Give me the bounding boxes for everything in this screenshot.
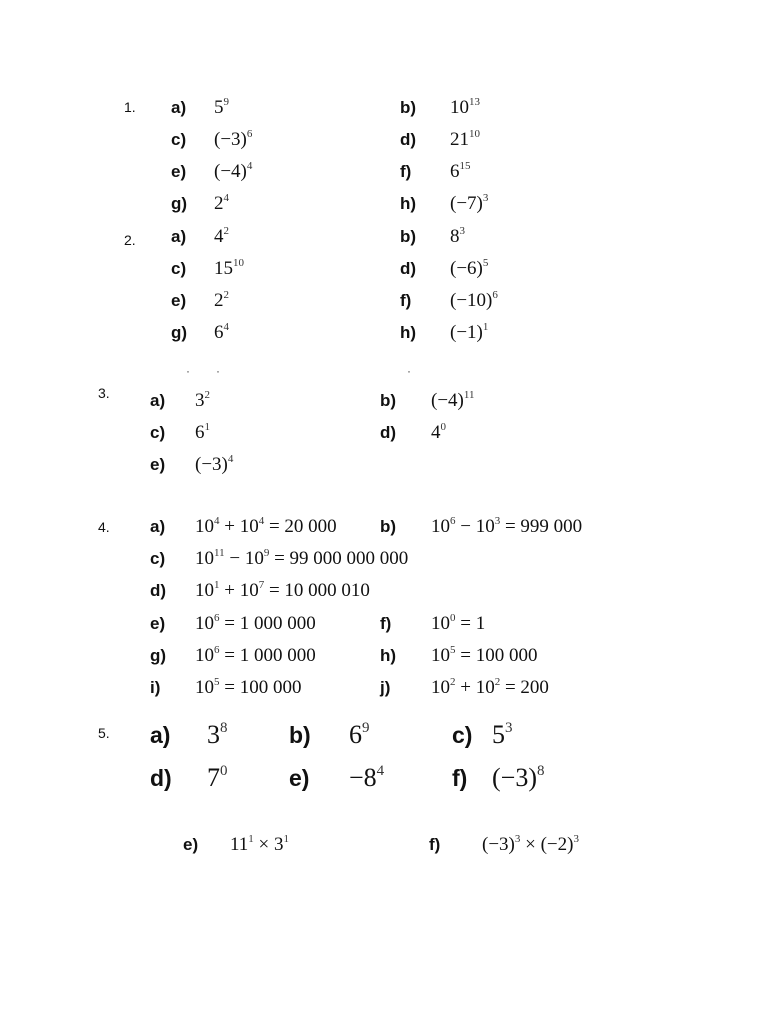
extra-item-f — [429, 833, 649, 859]
item-label: d) — [150, 765, 172, 791]
power-expression: $10^{13}$ — [450, 96, 480, 118]
item-label: f) — [380, 614, 392, 633]
item-label: e) — [150, 455, 166, 474]
power-expression: $7^0$ — [207, 763, 228, 792]
equation: $10^4 + 10^4 = 20$ 000 — [195, 515, 337, 537]
power-expression: $4^0$ — [431, 421, 446, 443]
p2-item-e — [171, 289, 371, 315]
p5-item-d — [150, 761, 280, 797]
p3-item-b — [380, 389, 580, 415]
power-expression: $(-7)^3$ — [450, 192, 489, 214]
equation: $10^6 = 1$ 000 000 — [195, 644, 316, 666]
power-expression: $6^4$ — [214, 321, 229, 343]
p4-item-b — [380, 515, 630, 541]
problem-number-2: 2. — [124, 232, 136, 248]
power-expression: $(-1)^1$ — [450, 321, 489, 343]
p1-item-h — [400, 192, 600, 218]
power-expression: $6^1$ — [195, 421, 210, 443]
item-label: f) — [400, 291, 412, 310]
power-expression: $21^{10}$ — [450, 128, 480, 150]
item-label: a) — [150, 722, 171, 748]
item-label: c) — [452, 722, 473, 748]
equation: $10^1 + 10^7 = 10$ 000 010 — [195, 579, 370, 601]
power-expression: $8^3$ — [450, 225, 465, 247]
item-label: h) — [400, 323, 417, 342]
p4-item-h — [380, 644, 580, 670]
p4-item-f — [380, 612, 580, 638]
p1-item-e — [171, 160, 371, 186]
p2-item-g — [171, 321, 371, 347]
power-expression: $(-3)^4$ — [195, 453, 234, 475]
power-expression: $(-4)^4$ — [214, 160, 253, 182]
p1-item-f — [400, 160, 600, 186]
equation: $10^2 + 10^2 = 200$ — [431, 676, 549, 698]
p2-item-c — [171, 257, 371, 283]
item-label: a) — [171, 227, 187, 246]
p4-item-i — [150, 676, 370, 702]
equation: $10^6 - 10^3 = 999$ 000 — [431, 515, 583, 537]
item-label: e) — [150, 614, 166, 633]
power-expression: $(-4)^{11}$ — [431, 389, 475, 411]
item-label: c) — [171, 130, 187, 149]
item-label: f) — [452, 765, 468, 791]
power-expression: $2^2$ — [214, 289, 229, 311]
p2-item-b — [400, 225, 600, 251]
equation: $10^5 = 100$ 000 — [195, 676, 302, 698]
item-label: e) — [289, 765, 310, 791]
p1-item-b — [400, 96, 600, 122]
item-label: b) — [400, 98, 417, 117]
power-expression: $6^9$ — [349, 720, 370, 749]
item-label: g) — [171, 194, 188, 213]
problem-number-3: 3. — [98, 385, 110, 401]
equation: $10^5 = 100$ 000 — [431, 644, 538, 666]
item-label: h) — [380, 646, 397, 665]
p1-item-a — [171, 96, 371, 122]
item-label: j) — [380, 678, 391, 697]
item-label: b) — [380, 391, 397, 410]
item-label: g) — [171, 323, 188, 342]
product-expression: $11^1 \times 3^1$ — [230, 833, 290, 855]
p1-item-d — [400, 128, 600, 154]
problem-number-4: 4. — [98, 519, 110, 535]
cropped-line-mark: · — [216, 364, 220, 378]
item-label: d) — [400, 130, 417, 149]
power-expression: $3^8$ — [207, 720, 228, 749]
p2-item-d — [400, 257, 600, 283]
item-label: a) — [150, 517, 166, 536]
p2-item-h — [400, 321, 600, 347]
p4-item-e — [150, 612, 370, 638]
p4-item-a — [150, 515, 380, 541]
power-expression: $15^{10}$ — [214, 257, 244, 279]
p3-item-c — [150, 421, 350, 447]
item-label: e) — [171, 291, 187, 310]
p4-item-j — [380, 676, 600, 702]
item-label: a) — [150, 391, 166, 410]
p1-item-g — [171, 192, 371, 218]
power-expression: $(-3)^6$ — [214, 128, 253, 150]
p3-item-e — [150, 453, 350, 479]
problem-number-1: 1. — [124, 99, 136, 115]
power-expression: $5^9$ — [214, 96, 229, 118]
power-expression: $2^4$ — [214, 192, 229, 214]
p5-item-e — [289, 761, 419, 797]
power-expression: $(-3)^8$ — [492, 763, 545, 792]
item-label: c) — [171, 259, 187, 278]
equation: $10^0 = 1$ — [431, 612, 486, 634]
p5-item-f — [452, 761, 602, 797]
power-expression: $6^{15}$ — [450, 160, 471, 182]
p2-item-f — [400, 289, 600, 315]
p4-item-d — [150, 579, 450, 605]
power-expression: $4^2$ — [214, 225, 229, 247]
power-expression: $-8^4$ — [349, 763, 385, 792]
equation: $10^6 = 1$ 000 000 — [195, 612, 316, 634]
p3-item-a — [150, 389, 350, 415]
equation: $10^{11} - 10^9 = 99$ 000 000 000 — [195, 547, 409, 569]
item-label: d) — [400, 259, 417, 278]
p5-item-a — [150, 718, 280, 754]
p1-item-c — [171, 128, 371, 154]
p4-item-g — [150, 644, 370, 670]
power-expression: $(-6)^5$ — [450, 257, 489, 279]
item-label: c) — [150, 423, 166, 442]
item-label: g) — [150, 646, 167, 665]
item-label: a) — [171, 98, 187, 117]
item-label: e) — [183, 835, 199, 854]
power-expression: $3^2$ — [195, 389, 210, 411]
p4-item-c — [150, 547, 470, 573]
item-label: d) — [150, 581, 167, 600]
item-label: i) — [150, 678, 161, 697]
p2-item-a — [171, 225, 371, 251]
item-label: e) — [171, 162, 187, 181]
cropped-line-mark: · — [186, 364, 190, 378]
problem-number-5: 5. — [98, 725, 110, 741]
product-expression: $(-3)^3 \times (-2)^3$ — [482, 833, 579, 855]
item-label: f) — [429, 835, 441, 854]
item-label: h) — [400, 194, 417, 213]
power-expression: $5^3$ — [492, 720, 513, 749]
p3-item-d — [380, 421, 580, 447]
item-label: c) — [150, 549, 166, 568]
power-expression: $(-10)^6$ — [450, 289, 498, 311]
extra-item-e — [183, 833, 383, 859]
item-label: d) — [380, 423, 397, 442]
item-label: b) — [289, 722, 311, 748]
p5-item-b — [289, 718, 419, 754]
item-label: f) — [400, 162, 412, 181]
cropped-line-mark: · — [407, 364, 411, 378]
p5-item-c — [452, 718, 582, 754]
item-label: b) — [400, 227, 417, 246]
item-label: b) — [380, 517, 397, 536]
